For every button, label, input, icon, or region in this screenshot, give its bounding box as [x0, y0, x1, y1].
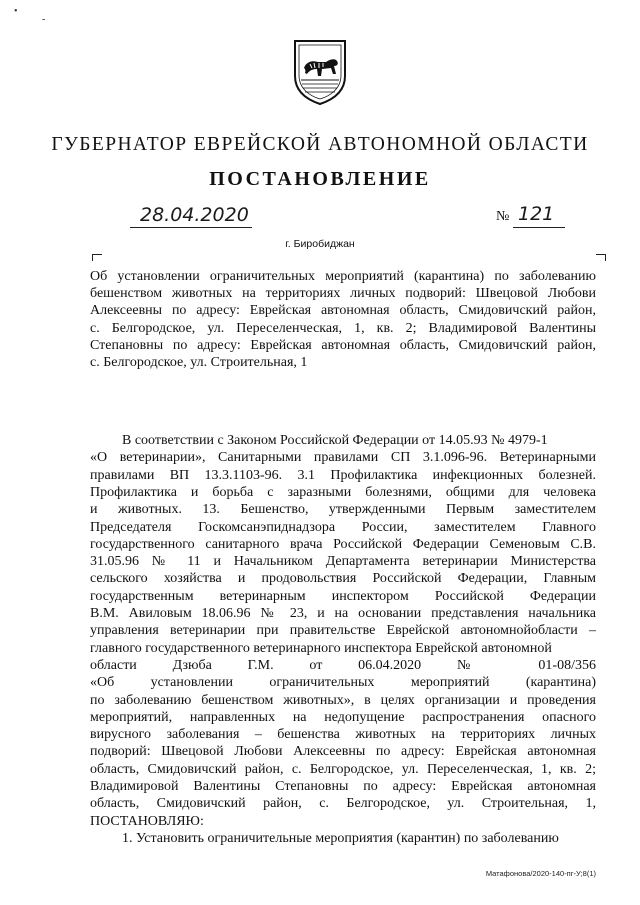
subject-line: бешенством животных на территориях личных подворий: Швецовой Любови	[90, 286, 596, 301]
issuer-title: ГУБЕРНАТОР ЕВРЕЙСКОЙ АВТОНОМНОЙ ОБЛАСТИ	[51, 134, 589, 155]
body-line: область, Смидовичский район, с. Белгородское, ул. Переселенческая, 1, кв. 2;	[90, 762, 596, 777]
body-line: область, Смидовичский район, с. Белгородское, ул. Строительная, 1,	[90, 796, 596, 811]
body-line: Председателя Госкомсанэпиднадзора России, заместителем Главного	[90, 520, 596, 535]
body-line: государственным ветеринарным инспектором Российской Федерации	[90, 589, 596, 604]
body-line: правилами ВП 13.3.1103-96. 3.1 Профилактика инфекционных болезней.	[90, 468, 596, 483]
body-line: области Дзюба Г.М. от 06.04.2020 № 01-08/356	[90, 658, 596, 673]
scan-mark: •	[14, 6, 18, 17]
body-line: «О ветеринарии», Санитарными правилами СП 3.1.096-96. Ветеринарными	[90, 450, 596, 465]
body-line: управления ветеринарии при правительстве Еврейской автономнойобласти –	[90, 623, 596, 638]
subject-line: Алексеевны по адресу: Еврейская автономная область, Смидовичский район,	[90, 303, 596, 318]
subject-corner-left	[92, 254, 102, 261]
scan-mark: -	[42, 14, 46, 25]
subject-corner-right	[596, 254, 606, 261]
body-line: 1. Установить ограничительные мероприятия (карантин) по заболеванию	[122, 831, 559, 846]
body-line: Профилактика и борьба с заразными болезнями, общими для человека	[90, 485, 596, 500]
date-underline	[130, 227, 252, 228]
body-line: по заболеванию бешенством животных», в целях организации и проведения	[90, 693, 596, 708]
body-line: вирусного заболевания – бешенства животных на территориях личных	[90, 727, 596, 742]
emblem-coat-of-arms	[292, 38, 348, 106]
subject-line: Об установлении ограничительных мероприятий (карантина) по заболеванию	[90, 269, 596, 284]
subject-line: с. Белгородское, ул. Переселенческая, 1, кв. 2; Владимировой Валентины	[90, 321, 596, 336]
document-number: 121	[518, 203, 555, 225]
body-line: сельского хозяйства и продовольствия Российской Федерации, Главным	[90, 571, 596, 586]
body-line: 31.05.96 № 11 и Начальником Департамента ветеринарии Министерства	[90, 554, 596, 569]
document-type-title: ПОСТАНОВЛЕНИЕ	[209, 168, 431, 190]
body-line: В.М. Авиловым 18.06.96 № 23, и на основании представления начальника	[90, 606, 596, 621]
document-date: 28.04.2020	[140, 204, 249, 226]
body-line: государственного санитарного врача Российской Федерации Семеновым С.В.	[90, 537, 596, 552]
body-line: Владимировой Валентины Степановны по адресу: Еврейская автономная	[90, 779, 596, 794]
subject-line: с. Белгородское, ул. Строительная, 1	[90, 355, 308, 370]
body-line: главного государственного ветеринарного инспектора Еврейской автономной	[90, 641, 552, 656]
body-line: мероприятий, направленных на недопущение распространения опасного	[90, 710, 596, 725]
number-underline	[513, 227, 565, 228]
body-line: ПОСТАНОВЛЯЮ:	[90, 814, 204, 829]
body-line: и животных. 13. Бешенство, утвержденными Первым заместителем	[90, 502, 596, 517]
body-line: «Об установлении ограничительных мероприятий (карантина)	[90, 675, 596, 690]
body-line: подворий: Швецовой Любови Алексеевны по адресу: Еврейская автономная	[90, 744, 596, 759]
issue-city: г. Биробиджан	[285, 238, 355, 250]
number-label: №	[496, 209, 510, 224]
subject-line: Степановны по адресу: Еврейская автономная область, Смидовичский район,	[90, 338, 596, 353]
footer-reference: Матафонова/2020-140-пг-У;8(1)	[485, 869, 596, 878]
body-line: В соответствии с Законом Российской Федерации от 14.05.93 № 4979-1	[122, 433, 548, 448]
